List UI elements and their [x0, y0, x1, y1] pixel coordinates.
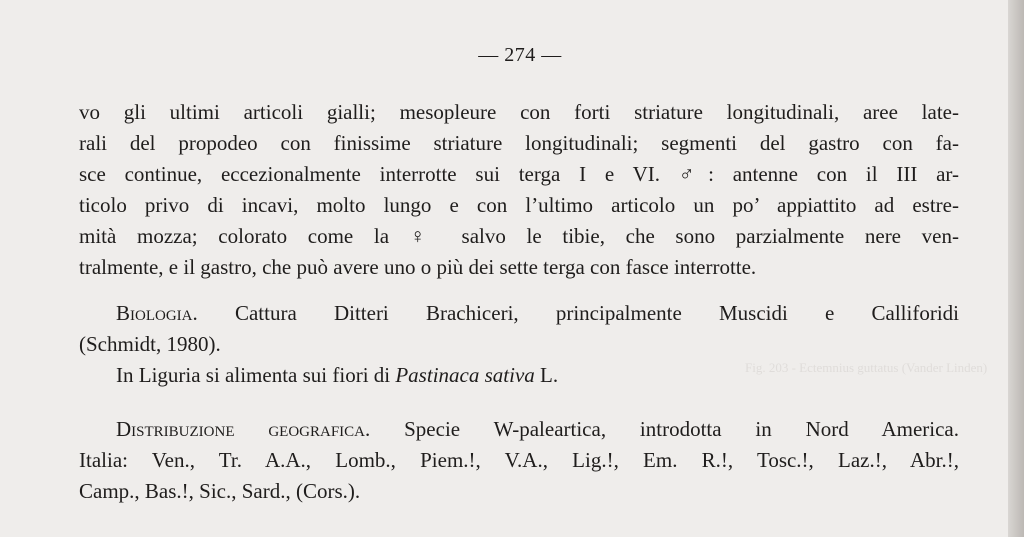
biologia-line: (Schmidt, 1980).: [79, 332, 221, 356]
distribuzione-text: Specie W-paleartica, introdotta in Nord America.: [404, 417, 959, 441]
biologia-line: [79, 298, 959, 329]
text-line: sce continue, eccezionalmente interrotte sui terga I e VI. ♂: antenne con il III ar-: [79, 162, 959, 186]
biologia-text: Cattura Ditteri Brachiceri, principalmente Muscidi e Calliforidi: [234, 301, 960, 325]
text-line: mità mozza; colorato come la ♀ salvo le tibie, che sono parzialmente nere ven-: [79, 224, 959, 248]
text-line: vo gli ultimi articoli gialli; mesopleure con forti striature longitudinali, aree late-: [79, 100, 959, 124]
text-line: ticolo privo di incavi, molto lungo e con l’ultimo articolo un po’ appiattito ad estre-: [79, 193, 959, 217]
distribuzione-line: [79, 414, 959, 445]
bleed-through-caption: Fig. 203 - Ectemnius guttatus (Vander Linden): [745, 360, 988, 375]
distribuzione-section: [79, 414, 959, 507]
page-edge-shadow: [1008, 0, 1024, 537]
biologia-heading: Biologia.: [116, 301, 198, 325]
biologia-line: [79, 360, 959, 391]
biologia-text: In Liguria si alimenta sui fiori di: [116, 363, 396, 387]
page-number: — 274 —: [478, 44, 562, 66]
distribuzione-line: Camp., Bas.!, Sic., Sard., (Cors.).: [79, 479, 361, 503]
description-paragraph: [79, 97, 959, 283]
distribuzione-heading: Distribuzione geografica.: [116, 417, 371, 441]
distribuzione-line: Italia: Ven., Tr. A.A., Lomb., Piem.!, V.A., Lig.!, Em. R.!, Tosc.!, Laz.!, Abr.!,: [79, 448, 959, 472]
species-name: Pastinaca sativa: [395, 363, 535, 387]
text-line: rali del propodeo con finissime striature longitudinali; segmenti del gastro con fa-: [79, 131, 959, 155]
biologia-text: L.: [534, 363, 559, 387]
text-line: tralmente, e il gastro, che può avere uno o più dei sette terga con fasce interrotte.: [79, 255, 757, 279]
biologia-section: [79, 298, 959, 391]
